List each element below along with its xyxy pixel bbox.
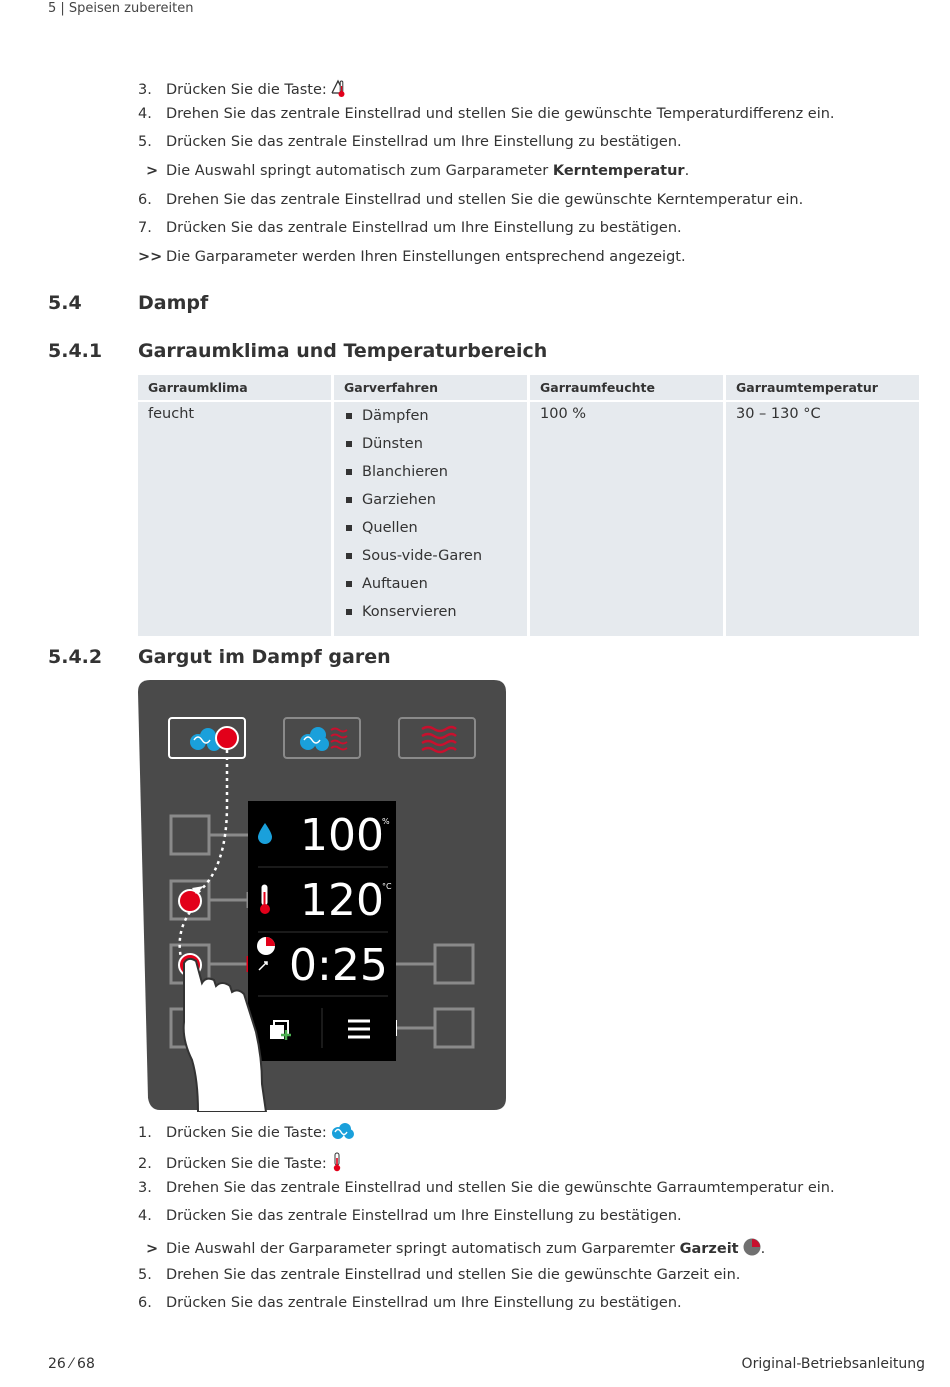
method-list [344, 406, 517, 630]
list-item: Sous-vide-Garen [344, 546, 517, 574]
step-text: Drücken Sie das zentrale Einstellrad um Ihre Einstellung zu bestätigen. [166, 1208, 682, 1224]
result-marker: >> [138, 249, 163, 265]
thermometer-icon [331, 1152, 343, 1176]
step-text: Drücken Sie die Taste: [166, 82, 327, 98]
document-title: Original-Betriebsanleitung [741, 1356, 925, 1372]
table-header: Garverfahren [334, 375, 527, 402]
step-after: . [684, 163, 690, 179]
step-top-4 [138, 106, 835, 122]
section-title: Dampf [138, 292, 209, 314]
list-item: Dünsten [344, 434, 517, 462]
step-text: Die Auswahl der Garparameter springt automatisch zum Garparemter [166, 1241, 680, 1257]
steam-mode-button[interactable] [169, 718, 245, 758]
step-bottom-5 [138, 1267, 740, 1283]
step-text: Drücken Sie die Taste: [166, 1156, 327, 1172]
step-bottom-2 [138, 1152, 343, 1176]
control-panel-svg [138, 680, 508, 1112]
control-panel-illustration [138, 680, 508, 1116]
section-title: Garraumklima und Temperaturbereich [138, 340, 548, 362]
section-number: 5.4 [48, 292, 82, 314]
step-marker: 3. [138, 1180, 152, 1196]
step-marker: 5. [138, 1267, 152, 1283]
temperature-unit: °C [382, 882, 392, 891]
list-item: Blanchieren [344, 462, 517, 490]
list-item: Konservieren [344, 602, 517, 630]
table-cell: 30 – 130 °C [726, 402, 919, 636]
temperature-value: 120 [300, 875, 384, 926]
step-bottom-result [138, 1238, 765, 1260]
table-cell: feucht [138, 402, 331, 636]
climate-table [135, 375, 922, 636]
step-bold: Garzeit [679, 1241, 739, 1257]
page-number: 26 ⁄ 68 [48, 1356, 95, 1372]
step-text: Die Auswahl springt automatisch zum Garparameter [166, 163, 553, 179]
table-header-row [138, 375, 919, 402]
step-marker: 2. [138, 1156, 152, 1172]
list-item: Dämpfen [344, 406, 517, 434]
table-row [138, 402, 919, 636]
list-item: Auftauen [344, 574, 517, 602]
step-top-result [138, 163, 689, 179]
page-header: 5 | Speisen zubereiten [48, 1, 194, 16]
step-top-final [138, 249, 686, 265]
table-cell [334, 402, 527, 636]
humidity-value: 100 [300, 810, 384, 861]
step-top-5 [138, 134, 682, 150]
step-text: Drehen Sie das zentrale Einstellrad und stellen Sie die gewünschte Temperaturdifferenz ein. [166, 106, 835, 122]
section-number: 5.4.1 [48, 340, 103, 362]
delta-temperature-icon [331, 78, 347, 102]
step-marker: 7. [138, 220, 152, 236]
step-marker: 3. [138, 82, 152, 98]
section-title: Gargut im Dampf garen [138, 646, 391, 668]
step-after: . [760, 1241, 766, 1257]
table-header: Garraumtemperatur [726, 375, 919, 402]
step-marker: 4. [138, 1208, 152, 1224]
step-bottom-1 [138, 1121, 355, 1145]
humidity-unit: % [382, 817, 390, 826]
step-top-6 [138, 192, 803, 208]
clock-icon [743, 1238, 761, 1260]
list-item: Garziehen [344, 490, 517, 518]
section-number: 5.4.2 [48, 646, 103, 668]
display-screen [248, 801, 396, 1061]
step-marker: 4. [138, 106, 152, 122]
step-text: Drehen Sie das zentrale Einstellrad und stellen Sie die gewünschte Garraumtemperatur ein. [166, 1180, 835, 1196]
time-value: 0:25 [289, 940, 388, 991]
step-marker: 6. [138, 1295, 152, 1311]
step-bottom-3 [138, 1180, 835, 1196]
step-text: Drehen Sie das zentrale Einstellrad und stellen Sie die gewünschte Garzeit ein. [166, 1267, 741, 1283]
step-marker: 1. [138, 1125, 152, 1141]
step-text: Drücken Sie das zentrale Einstellrad um Ihre Einstellung zu bestätigen. [166, 134, 682, 150]
step-top-3 [138, 78, 347, 102]
step-text: Drücken Sie das zentrale Einstellrad um Ihre Einstellung zu bestätigen. [166, 1295, 682, 1311]
steam-icon [331, 1121, 355, 1145]
step-text: Drehen Sie das zentrale Einstellrad und stellen Sie die gewünschte Kerntemperatur ein. [166, 192, 804, 208]
table-cell: 100 % [530, 402, 723, 636]
step-bottom-6 [138, 1295, 682, 1311]
result-marker: > [146, 1241, 159, 1257]
step-bold: Kerntemperatur [552, 163, 685, 179]
step-top-7 [138, 220, 682, 236]
result-marker: > [146, 163, 159, 179]
table-header: Garraumklima [138, 375, 331, 402]
step-text: Drücken Sie das zentrale Einstellrad um Ihre Einstellung zu bestätigen. [166, 220, 682, 236]
step-marker: 5. [138, 134, 152, 150]
table-header: Garraumfeuchte [530, 375, 723, 402]
step-text: Die Garparameter werden Ihren Einstellungen entsprechend angezeigt. [166, 249, 686, 265]
step-marker: 6. [138, 192, 152, 208]
step-bottom-4 [138, 1208, 682, 1224]
step-text: Drücken Sie die Taste: [166, 1125, 327, 1141]
list-item: Quellen [344, 518, 517, 546]
